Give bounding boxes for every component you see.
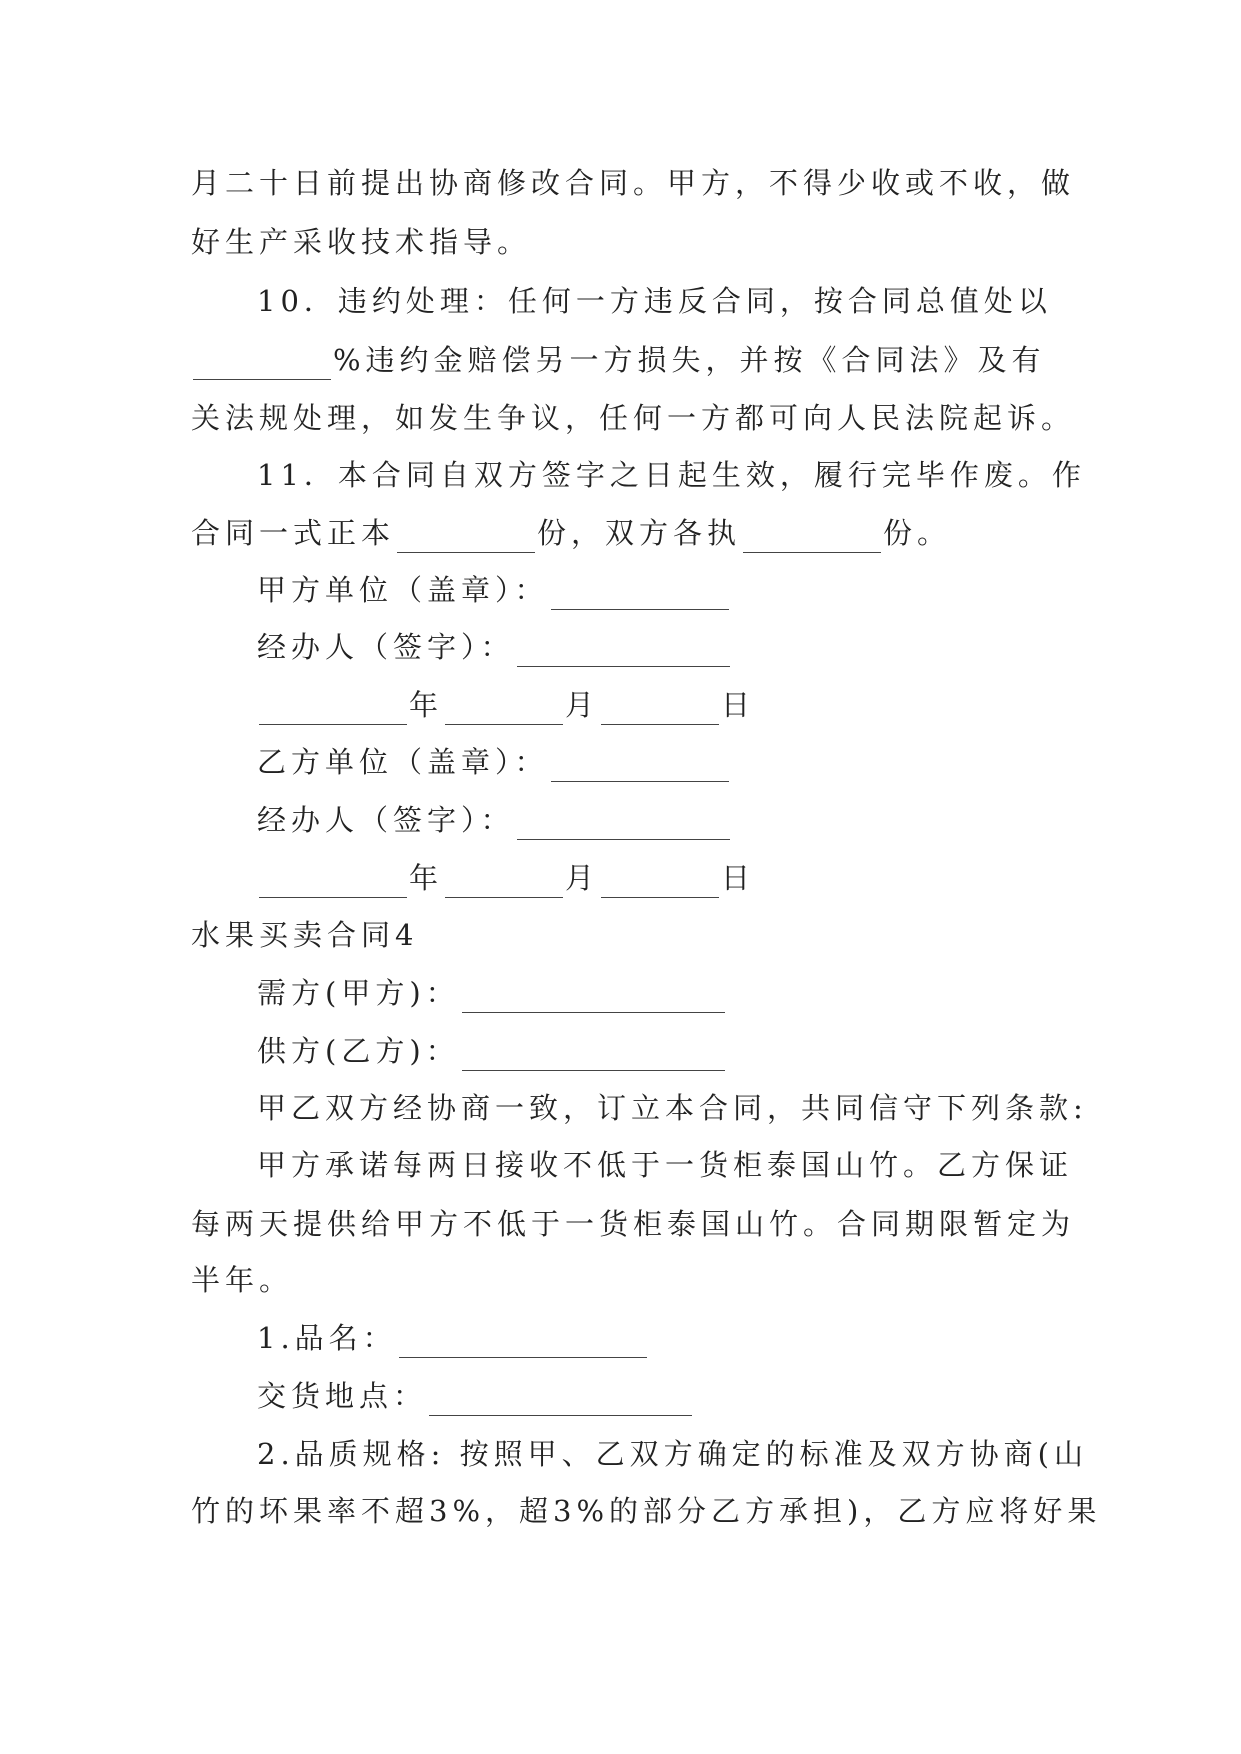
text-run: 年 <box>409 861 444 895</box>
fill-in-blank <box>259 867 407 898</box>
fill-in-blank <box>445 867 563 898</box>
text-run: 份，双方各执 <box>537 516 742 550</box>
text-run: 半年。 <box>191 1263 294 1297</box>
text-run: 1.品名： <box>257 1321 397 1355</box>
text-run: 交货地点： <box>257 1379 428 1413</box>
party-a-date-field <box>257 685 755 725</box>
text-line <box>191 222 531 262</box>
text-run: 甲方单位（盖章）： <box>257 573 549 607</box>
seller-field <box>257 1031 727 1071</box>
fill-in-blank <box>551 751 729 782</box>
text-run: 每两天提供给甲方不低于一货柜泰国山竹。合同期限暂定为 <box>191 1207 1076 1241</box>
text-run: 10．违约处理：任何一方违反合同，按合同总值处以 <box>257 284 1052 318</box>
fill-in-blank <box>743 522 881 553</box>
clause-10-heading <box>257 281 1052 321</box>
fill-in-blank <box>193 349 331 380</box>
fill-in-blank <box>517 636 730 667</box>
fill-in-blank <box>429 1385 692 1416</box>
text-run: 关法规处理，如发生争议，任何一方都可向人民法院起诉。 <box>191 401 1076 435</box>
text-run: 供方(乙方)： <box>257 1034 460 1068</box>
fill-in-blank <box>462 982 725 1013</box>
text-line <box>191 398 1075 438</box>
text-run: 月 <box>565 688 600 722</box>
text-run: 水果买卖合同4 <box>191 918 419 952</box>
text-line <box>191 340 1046 380</box>
text-run: 日 <box>721 688 756 722</box>
fill-in-blank <box>517 809 730 840</box>
product-name-field <box>257 1318 649 1358</box>
text-line <box>191 163 1075 203</box>
fill-in-blank <box>551 579 729 610</box>
text-line <box>191 1204 1075 1244</box>
text-run: 份。 <box>883 516 952 550</box>
text-run: 需方(甲方)： <box>257 976 460 1010</box>
text-run: 11．本合同自双方签字之日起生效，履行完毕作废。作 <box>257 458 1086 492</box>
text-line <box>191 1260 293 1300</box>
delivery-location-field <box>257 1376 694 1416</box>
fill-in-blank <box>601 867 719 898</box>
text-run: 经办人（签字）： <box>257 803 515 837</box>
text-run: %违约金赔偿另一方损失，并按《合同法》及有 <box>333 343 1046 377</box>
text-run: 2.品质规格: 按照甲、乙双方确定的标准及双方协商(山 <box>257 1437 1088 1471</box>
text-run: 好生产采收技术指导。 <box>191 225 532 259</box>
quality-clause-heading <box>257 1434 1088 1474</box>
fill-in-blank <box>601 694 719 725</box>
party-b-unit-field <box>257 742 731 782</box>
fill-in-blank <box>399 1327 647 1358</box>
text-run: 甲乙双方经协商一致，订立本合同，共同信守下列条款: <box>257 1091 1088 1125</box>
text-line <box>191 513 951 553</box>
text-run: 年 <box>409 688 444 722</box>
buyer-field <box>257 973 727 1013</box>
contract-4-title <box>191 915 418 955</box>
text-line <box>191 1491 1101 1531</box>
text-run: 乙方单位（盖章）： <box>257 745 549 779</box>
party-a-unit-field <box>257 570 731 610</box>
party-b-agent-field <box>257 800 732 840</box>
text-line <box>257 1145 1073 1185</box>
text-run: 经办人（签字）： <box>257 630 515 664</box>
fill-in-blank <box>462 1040 725 1071</box>
text-run: 合同一式正本 <box>191 516 396 550</box>
fill-in-blank <box>445 694 563 725</box>
text-run: 月二十日前提出协商修改合同。甲方，不得少收或不收，做 <box>191 166 1076 200</box>
fill-in-blank <box>259 694 407 725</box>
text-run: 竹的坏果率不超3%，超3%的部分乙方承担)，乙方应将好果 <box>191 1494 1102 1528</box>
text-run: 月 <box>565 861 600 895</box>
clause-11-heading <box>257 455 1086 495</box>
text-run: 日 <box>721 861 756 895</box>
intro-line <box>257 1088 1088 1128</box>
text-run: 甲方承诺每两日接收不低于一货柜泰国山竹。乙方保证 <box>257 1148 1074 1182</box>
fill-in-blank <box>397 522 535 553</box>
party-a-agent-field <box>257 627 732 667</box>
party-b-date-field <box>257 858 755 898</box>
